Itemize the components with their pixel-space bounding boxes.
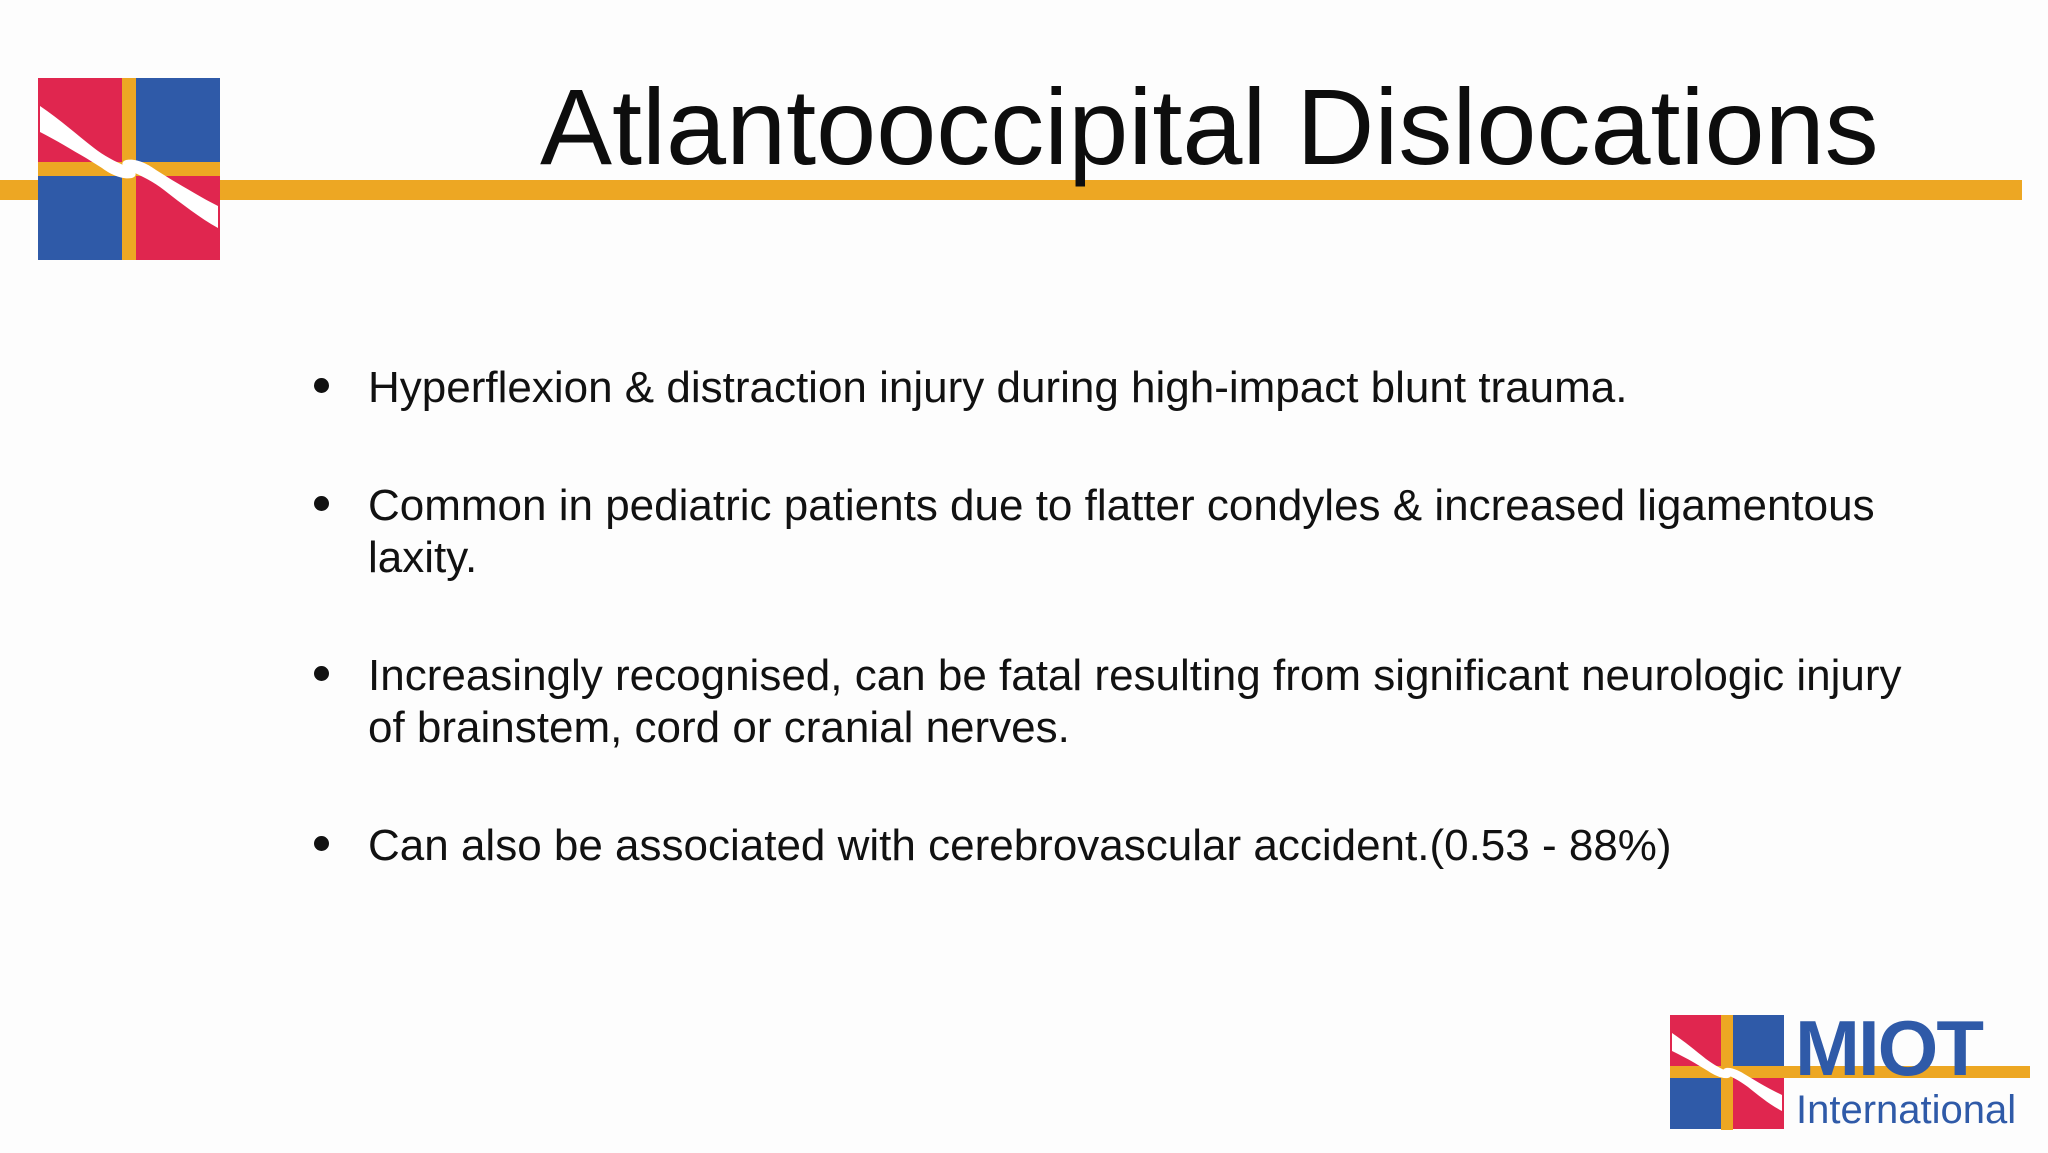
bullet-item (300, 650, 1920, 754)
brand-subtitle: International (1796, 1088, 2017, 1132)
bullet-dot-icon (314, 378, 329, 393)
bullet-text: Hyperflexion & distraction injury during high-impact blunt trauma. (368, 363, 1628, 412)
bullet-item (300, 480, 1920, 584)
bullet-text: Can also be associated with cerebrovascular accident.(0.53 - 88%) (368, 821, 1672, 870)
hands-cross-logo-icon (38, 78, 220, 260)
bullet-dot-icon (314, 666, 329, 681)
bullet-item (300, 820, 1920, 872)
bullet-dot-icon (314, 836, 329, 851)
slide-title: Atlantooccipital Dislocations (540, 66, 1879, 187)
bullet-list (300, 362, 1920, 938)
brand-name: MIOT (1795, 1004, 1982, 1092)
bullet-text: Common in pediatric patients due to flatter condyles & increased ligamentous laxity. (368, 481, 1875, 582)
bullet-item (300, 362, 1920, 414)
bullet-text: Increasingly recognised, can be fatal resulting from significant neurologic injury of brainstem, cord or cranial nerves. (368, 651, 1902, 752)
bullet-dot-icon (314, 496, 329, 511)
